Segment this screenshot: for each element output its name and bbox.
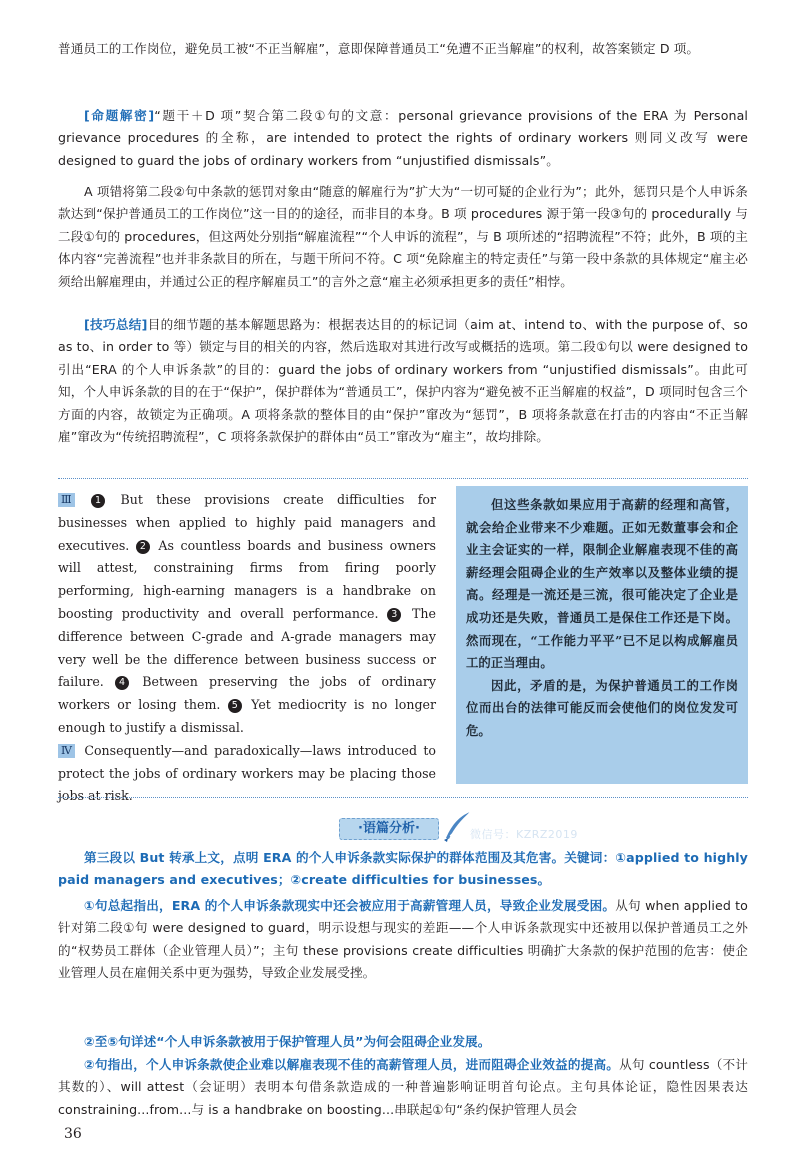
sentence-number-2: 2 (136, 540, 150, 554)
page-number: 36 (64, 1126, 82, 1142)
sentence-number-4: 4 (115, 676, 129, 690)
passage-english: Ⅲ 1 But these provisions create difficulties for businesses when applied to highly paid managers and executives. 2 As countless boards and business owners will attest, constraining firms from firing poorly performing, high-earning managers is a handbrake on boosting productivity and overall performance. 3 The difference between C-grade and A-grade managers may very well be the difference between business success or failure. 4 Between preserving the jobs of ordinary workers or losing them. 5 Yet mediocrity is no longer enough to justify a dismissal. Ⅳ Consequently—and paradoxically—laws introduced to protect the jobs of ordinary workers may be placing those jobs at risk. (58, 492, 436, 804)
analysis-sentences-2-5: ②至⑤句详述“个人申诉条款被用于保护管理人员”为何会阻碍企业发展。 (84, 1034, 491, 1049)
paragraph-number-4: Ⅳ (58, 744, 75, 758)
divider-top (58, 478, 748, 479)
passage-chinese-translation (456, 486, 748, 784)
discourse-analysis-header: ·语篇分析· (339, 818, 439, 840)
sentence-number-3: 3 (387, 608, 401, 622)
translation-paragraph-4: 因此，矛盾的是，为保护普通员工的工作岗位而出台的法律可能反而会使他们的岗位发发可危。 (466, 677, 738, 738)
watermark-text: 微信号：KZRZ2019 (470, 828, 578, 841)
option-analysis-paragraph: A 项错将第二段②句中条款的惩罚对象由“随意的解雇行为”扩大为“一切可疑的企业行为”；此外，惩罚只是个人申诉条款达到“保护普通员工的工作岗位”这一目的的途径，而非目的本身。B 项 procedures 源于第一段③句的 procedurally 与二段①句的 procedures，但这两处分别指“解雇流程”“个人申诉的流程”，与 B 项所述的“招聘流程”不符；此外，B 项的主体内容“完善流程”也并非条款目的所在，与题干所问不符。C 项“免除雇主的特定责任”与第一段中条款的具体规定“雇主必须给出解雇理由，并通过公正的程序解雇员工”的言外之意“雇主必须承担更多的责任”相悖。 (58, 184, 748, 289)
question-decode-tag: [命题解密] (84, 108, 155, 123)
answer-continuation: 普通员工的工作岗位，避免员工被“不正当解雇”，意即保障普通员工“免遭不正当解雇”的权利，故答案锁定 D 项。 (58, 41, 700, 56)
question-decode-paragraph: [命题解密]“题干＋D 项”契合第二段①句的文意：personal grievance provisions of the ERA 为 Personal grievance procedures 的全称，are intended to protect the rights of ordinary workers 则同义改写 were designed to guard the jobs of ordinary workers from “unjustified dismissals”。 (58, 108, 748, 168)
analysis-sentence-1: ①句总起指出，ERA 的个人申诉条款现实中还会被应用于高薪管理人员，导致企业发展受困。从句 when applied to 针对第二段①句 were designed to guard，明示设想与现实的差距——个人申诉条款现实中还被用以保护普通员工之外的“权势员工群体（企业管理人员）”；主句 these provisions create difficulties 明确扩大条款的保护范围的危害：使企业管理人员在雇佣关系中更为强势，导致企业发展受挫。 (58, 898, 748, 981)
sentence-number-1: 1 (91, 494, 105, 508)
analysis-sentence-2: ②句指出，个人申诉条款使企业难以解雇表现不佳的高薪管理人员，进而阻碍企业效益的提高。从句 countless（不计其数的）、will attest（会证明）表明本句借条款造成的一种普遍影响证明首句论点。主句具体论证，隐性因果表达 constraining...from...与 is a handbrake on boosting...串联起①句“条约保护管理人员会 (58, 1057, 748, 1117)
translation-paragraph-3: 但这些条款如果应用于高薪的经理和高管，就会给企业带来不少难题。正如无数董事会和企业主会证实的一样，限制企业解雇表现不佳的高薪经理会阻碍企业的生产效率以及整体业绩的提高。经理是一流还是三流，很可能决定了企业是成功还是失败，普通员工是保住工作还是下岗。然而现在，“工作能力平平”已不足以构成解雇员工的正当理由。 (466, 497, 738, 671)
reading-passage (58, 481, 748, 804)
divider-bottom (58, 797, 748, 798)
quill-pen-icon (440, 810, 474, 846)
skill-summary-paragraph: [技巧总结]目的细节题的基本解题思路为：根据表达目的的标记词（aim at、intend to、with the purpose of、so as to、in order to 等）锁定与目的相关的内容，然后选取对其进行改写或概括的选项。第二段①句以 were designed to 引出“ERA 的个人申诉条款”的目的：guard the jobs of ordinary workers from “unjustified dismissals”。由此可知，个人申诉条款的目的在于“保护”，保护群体为“普通员工”，保护内容为“避免被不正当解雇的权益”，D 项同时包含三个方面的内容，故锁定为正确项。A 项将条款的整体目的由“保护”窜改为“惩罚”，B 项将条款意在打击的内容由“不正当解雇”窜改为“传统招聘流程”，C 项将条款保护的群体由“员工”窜改为“雇主”，故均排除。 (58, 317, 748, 445)
skill-summary-tag: [技巧总结] (84, 317, 148, 332)
paragraph-number-3: Ⅲ (58, 493, 75, 507)
sentence-number-5: 5 (228, 699, 242, 713)
analysis-summary: 第三段以 But 转承上文，点明 ERA 的个人申诉条款实际保护的群体范围及其危害。关键词：①applied to highly paid managers and executives；②create difficulties for businesses。 (58, 850, 748, 888)
